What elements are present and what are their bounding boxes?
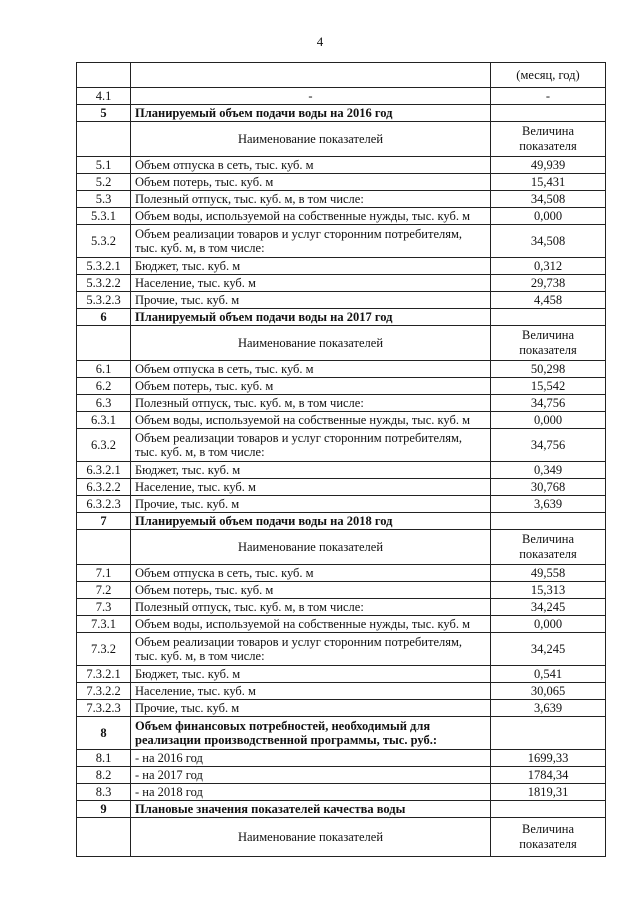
cell-value: 0,541 [491, 666, 606, 683]
page-number: 4 [316, 34, 324, 49]
cell-value [491, 105, 606, 122]
table-row [77, 429, 606, 462]
cell-num: 6.3.2 [77, 429, 131, 462]
cell-name: Население, тыс. куб. м [131, 479, 491, 496]
cell-num: 7.3.2 [77, 633, 131, 666]
indicators-table [76, 62, 606, 857]
cell-value: Величина показателя [491, 122, 606, 157]
cell-value: 30,065 [491, 683, 606, 700]
cell-name: Объем воды, используемой на собственные нужды, тыс. куб. м [131, 412, 491, 429]
cell-value [491, 717, 606, 750]
table-row [77, 395, 606, 412]
cell-name: Объем потерь, тыс. куб. м [131, 582, 491, 599]
cell-value: 34,508 [491, 191, 606, 208]
cell-value: 3,639 [491, 496, 606, 513]
table-row [77, 479, 606, 496]
cell-num: 7 [77, 513, 131, 530]
cell-name: Объем потерь, тыс. куб. м [131, 378, 491, 395]
cell-value [491, 513, 606, 530]
table-row [77, 191, 606, 208]
cell-value: 0,000 [491, 412, 606, 429]
cell-name: Бюджет, тыс. куб. м [131, 258, 491, 275]
cell-num: 6.1 [77, 361, 131, 378]
cell-name: Наименование показателей [131, 326, 491, 361]
table-row [77, 462, 606, 479]
cell-value: 34,245 [491, 633, 606, 666]
cell-num: 5.1 [77, 157, 131, 174]
table-row [77, 225, 606, 258]
cell-name: Объем отпуска в сеть, тыс. куб. м [131, 565, 491, 582]
cell-name: Полезный отпуск, тыс. куб. м, в том числе: [131, 395, 491, 412]
cell-value: 49,939 [491, 157, 606, 174]
cell-name: Население, тыс. куб. м [131, 683, 491, 700]
cell-value: 1699,33 [491, 750, 606, 767]
cell-value: 34,245 [491, 599, 606, 616]
table-row [77, 378, 606, 395]
table-row [77, 258, 606, 275]
cell-num [77, 530, 131, 565]
table-row [77, 666, 606, 683]
cell-name: Объем отпуска в сеть, тыс. куб. м [131, 361, 491, 378]
cell-name: Наименование показателей [131, 122, 491, 157]
cell-num: 8.2 [77, 767, 131, 784]
cell-value: 34,756 [491, 429, 606, 462]
cell-name: Бюджет, тыс. куб. м [131, 666, 491, 683]
cell-name: Объем реализации товаров и услуг сторонним потребителям, тыс. куб. м, в том числе: [131, 429, 491, 462]
section-row [77, 309, 606, 326]
cell-value: 15,313 [491, 582, 606, 599]
cell-name: Планируемый объем подачи воды на 2018 год [131, 513, 491, 530]
cell-value: 15,542 [491, 378, 606, 395]
cell-name: - на 2018 год [131, 784, 491, 801]
header-row [77, 530, 606, 565]
cell-name: Прочие, тыс. куб. м [131, 700, 491, 717]
section-row [77, 717, 606, 750]
cell-value: 0,349 [491, 462, 606, 479]
cell-value: Величина показателя [491, 530, 606, 565]
table-top-row [77, 63, 606, 88]
cell-value [491, 801, 606, 818]
cell-num: 7.3.1 [77, 616, 131, 633]
header-row [77, 818, 606, 857]
cell-name: Объем воды, используемой на собственные нужды, тыс. куб. м [131, 616, 491, 633]
cell-name: Плановые значения показателей качества воды [131, 801, 491, 818]
table-row [77, 700, 606, 717]
cell-value: 0,312 [491, 258, 606, 275]
table-row [77, 157, 606, 174]
cell-value [491, 309, 606, 326]
cell-value: 30,768 [491, 479, 606, 496]
cell-num: 4.1 [77, 88, 131, 105]
cell-value: 50,298 [491, 361, 606, 378]
cell-num: 7.3.2.1 [77, 666, 131, 683]
cell-value: 4,458 [491, 292, 606, 309]
cell-name: Население, тыс. куб. м [131, 275, 491, 292]
cell-name: - на 2016 год [131, 750, 491, 767]
table-row [77, 784, 606, 801]
cell-value: 1784,34 [491, 767, 606, 784]
cell-num: 5.3.2 [77, 225, 131, 258]
cell-num: 6.3.1 [77, 412, 131, 429]
cell-value: 15,431 [491, 174, 606, 191]
cell-value: (месяц, год) [491, 63, 606, 88]
section-row [77, 513, 606, 530]
cell-num: 8 [77, 717, 131, 750]
table-row [77, 496, 606, 513]
table-row [77, 683, 606, 700]
cell-num [77, 63, 131, 88]
cell-num: 6.2 [77, 378, 131, 395]
cell-num: 7.1 [77, 565, 131, 582]
cell-name: Наименование показателей [131, 818, 491, 857]
cell-value: 1819,31 [491, 784, 606, 801]
cell-name: Наименование показателей [131, 530, 491, 565]
cell-name: Объем реализации товаров и услуг сторонним потребителям, тыс. куб. м, в том числе: [131, 225, 491, 258]
table-row [77, 275, 606, 292]
cell-name: - [131, 88, 491, 105]
cell-num: 7.2 [77, 582, 131, 599]
cell-num: 5.3.2.2 [77, 275, 131, 292]
cell-value: 3,639 [491, 700, 606, 717]
cell-num: 5.3.1 [77, 208, 131, 225]
table-row [77, 412, 606, 429]
cell-num: 7.3.2.3 [77, 700, 131, 717]
table-row [77, 599, 606, 616]
header-row [77, 122, 606, 157]
table-row [77, 767, 606, 784]
cell-name: Объем воды, используемой на собственные нужды, тыс. куб. м [131, 208, 491, 225]
table-row [77, 292, 606, 309]
cell-name: Полезный отпуск, тыс. куб. м, в том числе: [131, 599, 491, 616]
cell-name: Планируемый объем подачи воды на 2017 год [131, 309, 491, 326]
cell-num: 9 [77, 801, 131, 818]
cell-name: Объем финансовых потребностей, необходимый для реализации производственной программы, тыс. руб.: [131, 717, 491, 750]
table-row [77, 88, 606, 105]
table-row [77, 750, 606, 767]
cell-value: 49,558 [491, 565, 606, 582]
cell-name [131, 63, 491, 88]
cell-value: Величина показателя [491, 818, 606, 857]
cell-value: 0,000 [491, 616, 606, 633]
cell-value: 0,000 [491, 208, 606, 225]
cell-name: Бюджет, тыс. куб. м [131, 462, 491, 479]
cell-value: - [491, 88, 606, 105]
cell-value: 34,508 [491, 225, 606, 258]
header-row [77, 326, 606, 361]
table-row [77, 582, 606, 599]
section-row [77, 801, 606, 818]
cell-num: 5.2 [77, 174, 131, 191]
table-row [77, 616, 606, 633]
cell-name: Объем потерь, тыс. куб. м [131, 174, 491, 191]
cell-num: 5.3.2.1 [77, 258, 131, 275]
cell-num: 7.3 [77, 599, 131, 616]
cell-num: 8.1 [77, 750, 131, 767]
cell-name: Прочие, тыс. куб. м [131, 292, 491, 309]
cell-num: 5.3 [77, 191, 131, 208]
table-row [77, 361, 606, 378]
cell-name: Полезный отпуск, тыс. куб. м, в том числе: [131, 191, 491, 208]
cell-value: Величина показателя [491, 326, 606, 361]
cell-num: 6.3.2.1 [77, 462, 131, 479]
cell-value: 29,738 [491, 275, 606, 292]
cell-num: 6.3.2.2 [77, 479, 131, 496]
table-row [77, 208, 606, 225]
table-row [77, 565, 606, 582]
cell-num: 7.3.2.2 [77, 683, 131, 700]
cell-num: 6 [77, 309, 131, 326]
cell-num [77, 818, 131, 857]
table-row [77, 174, 606, 191]
table-row [77, 633, 606, 666]
cell-num: 5 [77, 105, 131, 122]
section-row [77, 105, 606, 122]
cell-num: 6.3 [77, 395, 131, 412]
cell-name: Прочие, тыс. куб. м [131, 496, 491, 513]
cell-name: - на 2017 год [131, 767, 491, 784]
cell-name: Планируемый объем подачи воды на 2016 год [131, 105, 491, 122]
cell-value: 34,756 [491, 395, 606, 412]
cell-num: 6.3.2.3 [77, 496, 131, 513]
cell-name: Объем отпуска в сеть, тыс. куб. м [131, 157, 491, 174]
cell-num: 8.3 [77, 784, 131, 801]
cell-num: 5.3.2.3 [77, 292, 131, 309]
cell-name: Объем реализации товаров и услуг сторонним потребителям, тыс. куб. м, в том числе: [131, 633, 491, 666]
cell-num [77, 122, 131, 157]
cell-num [77, 326, 131, 361]
